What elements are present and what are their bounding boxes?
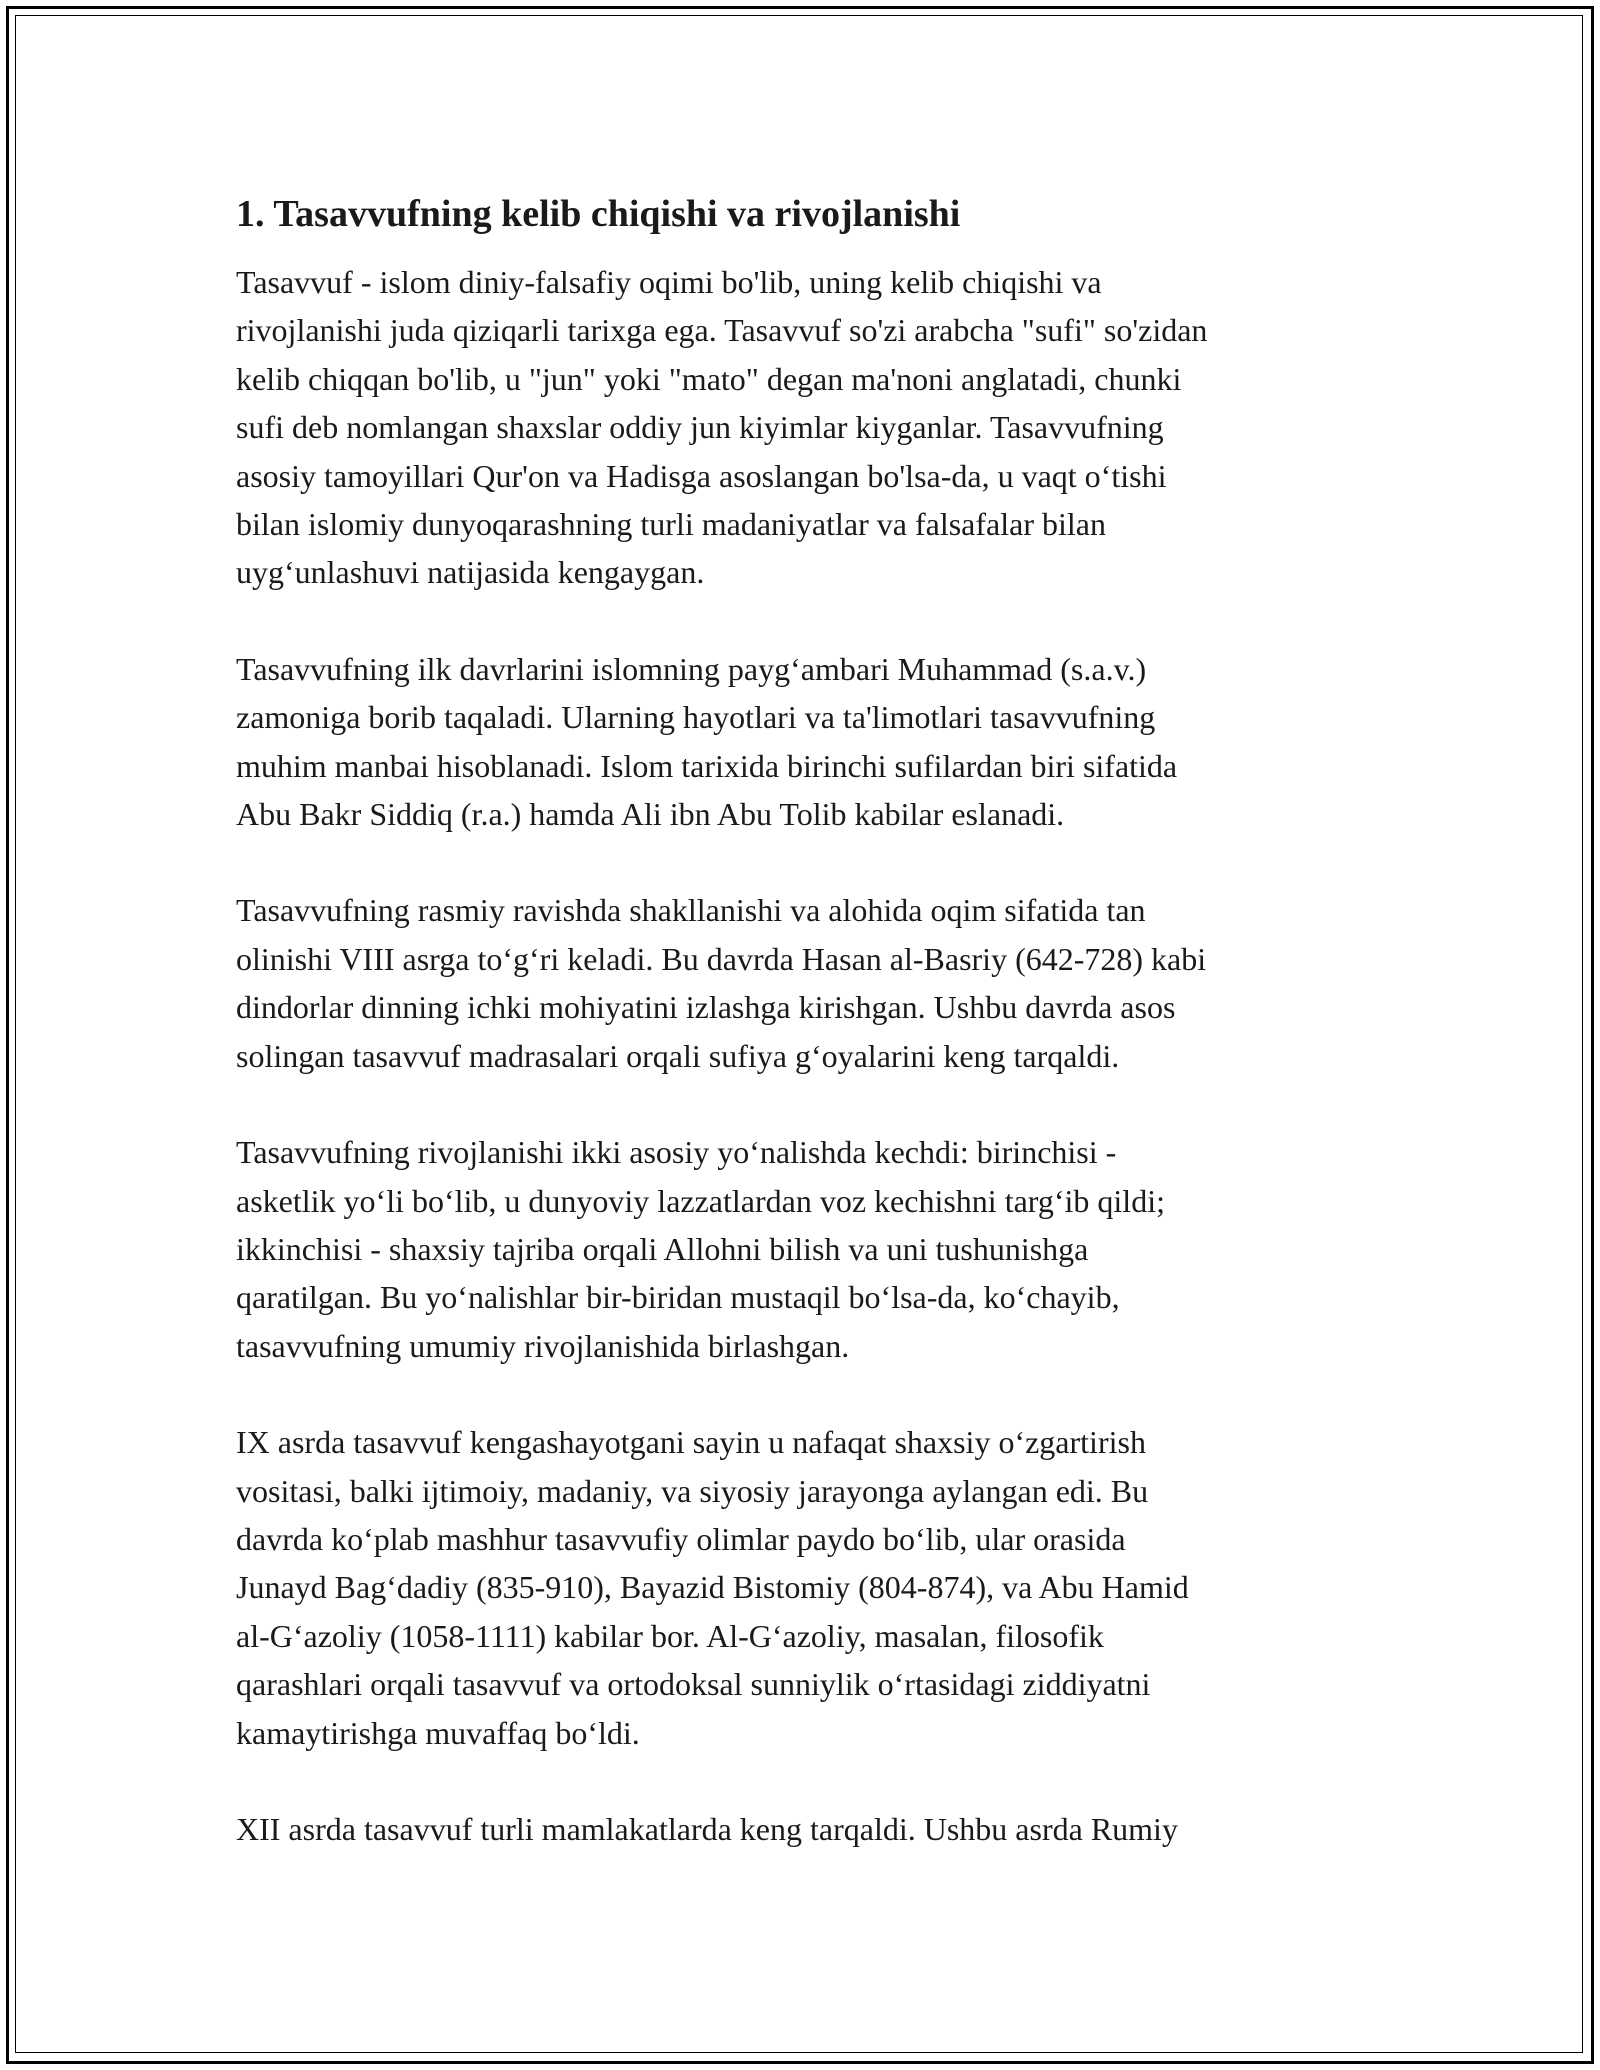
paragraph-1 [236, 258, 1366, 597]
paragraph-4 [236, 1128, 1366, 1370]
paragraph-line: kamaytirishga muvaffaq bo‘ldi. [236, 1714, 640, 1751]
paragraph-line: asketlik yo‘li bo‘lib, u dunyoviy lazzatlardan voz kechishni targ‘ib qildi; [236, 1182, 1165, 1219]
paragraph-line: Tasavvufning rivojlanishi ikki asosiy yo‘nalishda kechdi: birinchisi - [236, 1134, 1117, 1171]
paragraph-line: Abu Bakr Siddiq (r.a.) hamda Ali ibn Abu Tolib kabilar eslanadi. [236, 796, 1065, 833]
paragraph-line: Junayd Bag‘dadiy (835-910), Bayazid Bistomiy (804-874), va Abu Hamid [236, 1569, 1189, 1606]
paragraph-line: al-G‘azoliy (1058-1111) kabilar bor. Al-G‘azoliy, masalan, filosofik [236, 1617, 1104, 1654]
paragraph-line: kelib chiqqan bo'lib, u "jun" yoki "mato" degan ma'noni anglatadi, chunki [236, 360, 1182, 397]
paragraph-line: bilan islomiy dunyoqarashning turli madaniyatlar va falsafalar bilan [236, 506, 1106, 543]
paragraph-line: Tasavvuf - islom diniy-falsafiy oqimi bo'lib, uning kelib chiqishi va [236, 264, 1102, 300]
paragraph-line: zamoniga borib taqaladi. Ularning hayotlari va ta'limotlari tasavvufning [236, 699, 1156, 736]
paragraph-line: davrda ko‘plab mashhur tasavvufiy olimlar paydo bo‘lib, ular orasida [236, 1520, 1126, 1557]
paragraph-line: qaratilgan. Bu yo‘nalishlar bir-biridan mustaqil bo‘lsa-da, ko‘chayib, [236, 1279, 1120, 1316]
paragraph-line: XII asrda tasavvuf turli mamlakatlarda keng tarqaldi. Ushbu asrda Rumiy [236, 1810, 1178, 1847]
paragraph-line: olinishi VIII asrga to‘g‘ri keladi. Bu davrda Hasan al-Basriy (642-728) kabi [236, 940, 1207, 977]
paragraph-2 [236, 645, 1366, 839]
paragraph-line: ikkinchisi - shaxsiy tajriba orqali Allohni bilish va uni tushunishga [236, 1230, 1089, 1267]
paragraph-line: rivojlanishi juda qiziqarli tarixga ega. Tasavvuf so'zi arabcha "sufi" so'zidan [236, 312, 1208, 349]
document-body [236, 186, 1366, 1901]
paragraph-line: tasavvufning umumiy rivojlanishida birlashgan. [236, 1327, 850, 1364]
paragraph-line: dindorlar dinning ichki mohiyatini izlashga kirishgan. Ushbu davrda asos [236, 989, 1176, 1026]
paragraph-line: muhim manbai hisoblanadi. Islom tarixida birinchi sufilardan biri sifatida [236, 747, 1178, 784]
paragraph-line: uyg‘unlashuvi natijasida kengaygan. [236, 554, 705, 591]
paragraph-line: solingan tasavvuf madrasalari orqali sufiya g‘oyalarini keng tarqaldi. [236, 1037, 1120, 1074]
paragraph-line: qarashlari orqali tasavvuf va ortodoksal sunniylik o‘rtasidagi ziddiyatni [236, 1666, 1151, 1703]
paragraph-line: asosiy tamoyillari Qur'on va Hadisga asoslangan bo'lsa-da, u vaqt o‘tishi [236, 457, 1167, 494]
paragraph-3 [236, 886, 1366, 1080]
paragraph-line: vositasi, balki ijtimoiy, madaniy, va siyosiy jarayonga aylangan edi. Bu [236, 1472, 1149, 1509]
paragraph-line: Tasavvufning rasmiy ravishda shakllanishi va alohida oqim sifatida tan [236, 892, 1146, 929]
paragraph-5 [236, 1418, 1366, 1757]
paragraph-line: sufi deb nomlangan shaxslar oddiy jun kiyimlar kiyganlar. Tasavvufning [236, 409, 1164, 446]
section-heading: 1. Tasavvufning kelib chiqishi va rivojlanishi [236, 193, 961, 235]
paragraph-line: Tasavvufning ilk davrlarini islomning payg‘ambari Muhammad (s.a.v.) [236, 650, 1147, 687]
paragraph-6 [236, 1805, 1366, 1853]
paragraph-line: IX asrda tasavvuf kengashayotgani sayin u nafaqat shaxsiy o‘zgartirish [236, 1424, 1146, 1461]
